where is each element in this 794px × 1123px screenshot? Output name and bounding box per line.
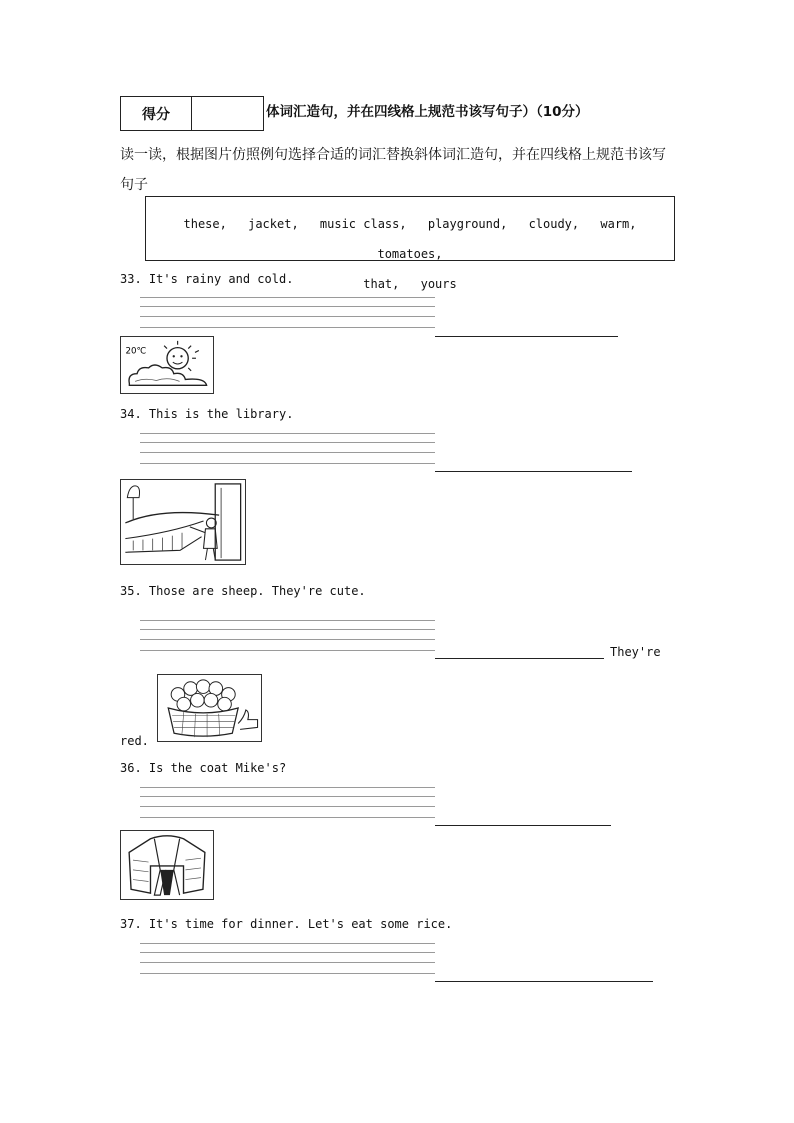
picture-tomato-basket [157, 674, 262, 742]
four-line-grid[interactable] [140, 297, 435, 329]
question-number: 36. [120, 761, 142, 775]
word-bank-item: cloudy, [528, 217, 580, 231]
question-number: 34. [120, 407, 142, 421]
question-sentence: Those are sheep. They're cute. [148, 584, 366, 598]
question-number: 37. [120, 917, 142, 931]
answer-tail-text: They're [610, 645, 661, 659]
instructions-line-2: 句子 [120, 177, 148, 193]
instructions-line-1: 读一读，根据图片仿照例句选择合适的词汇替换斜体词汇造句，并在四线格上规范书该写 [120, 147, 666, 163]
four-line-grid[interactable] [140, 433, 435, 465]
four-line-grid[interactable] [140, 620, 435, 652]
four-line-grid[interactable] [140, 943, 435, 975]
question-sentence: This is the library. [148, 407, 294, 421]
question-37 [120, 917, 452, 931]
score-blank-cell[interactable] [192, 97, 263, 130]
word-bank-row-1 [146, 209, 674, 269]
answer-tail-text: red. [120, 734, 149, 748]
word-bank-item: that, [363, 277, 400, 291]
playground-icon [121, 480, 245, 564]
question-35 [120, 584, 366, 598]
answer-line[interactable] [435, 825, 611, 826]
word-bank-item: jacket, [248, 217, 299, 231]
score-box [120, 96, 264, 131]
temperature-label: 20℃ [125, 346, 147, 357]
picture-playground [120, 479, 246, 565]
word-bank-item: tomatoes, [377, 247, 443, 261]
question-sentence: It's time for dinner. Let's eat some rice. [148, 917, 453, 931]
picture-jacket [120, 830, 214, 900]
section-title: 体词汇造句，并在四线格上规范书该写句子）（10分） [266, 104, 589, 120]
word-bank-item: music class, [319, 217, 407, 231]
answer-line[interactable] [435, 981, 653, 982]
word-bank-item: playground, [427, 217, 508, 231]
question-36 [120, 761, 286, 775]
question-sentence: Is the coat Mike's? [148, 761, 287, 775]
four-line-grid[interactable] [140, 787, 435, 819]
tomato-basket-icon [158, 675, 261, 741]
word-bank-item: these, [183, 217, 227, 231]
question-sentence: It's rainy and cold. [148, 272, 294, 286]
picture-sun-cloud [120, 336, 214, 394]
answer-line[interactable] [435, 658, 604, 659]
question-34 [120, 407, 293, 421]
sun-cloud-icon [121, 337, 213, 393]
answer-line[interactable] [435, 471, 632, 472]
question-number: 35. [120, 584, 142, 598]
word-bank-item: warm, [600, 217, 637, 231]
word-bank-item: yours [420, 277, 457, 291]
score-label: 得分 [121, 97, 192, 130]
jacket-icon [121, 831, 213, 899]
question-number: 33. [120, 272, 142, 286]
answer-line[interactable] [435, 336, 618, 337]
instructions [120, 140, 680, 200]
question-33 [120, 272, 293, 286]
